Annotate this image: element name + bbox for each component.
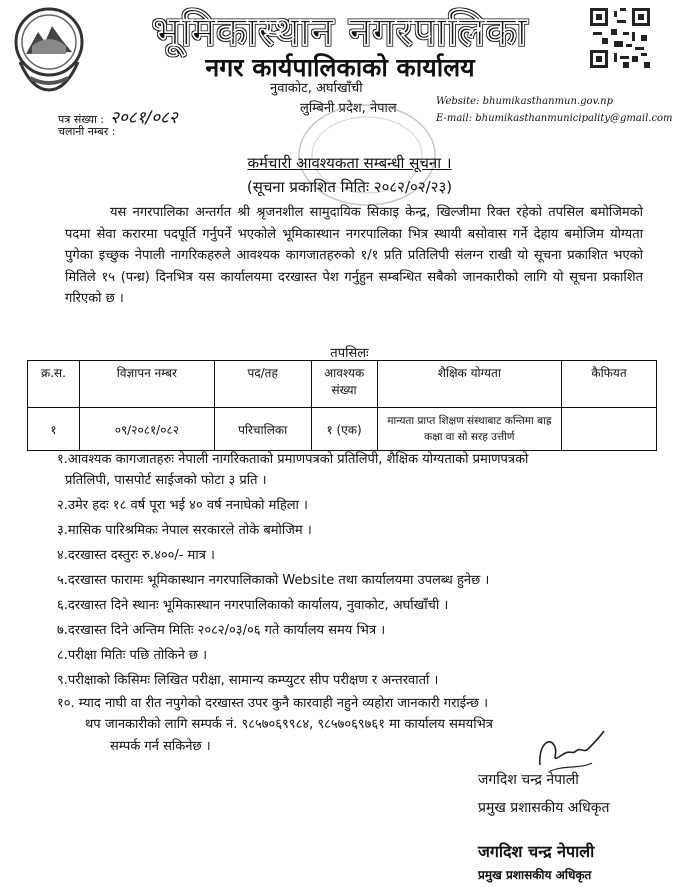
patra-label: पत्र संख्या :	[58, 113, 105, 126]
condition-2: २.उमेर हदः १८ वर्ष पूरा भई ४० वर्ष ननाघेको महिला ।	[57, 498, 308, 513]
condition-10: १०. म्याद नाघी वा रीत नपुगेको दरखास्त उपर कुनै कारवाही नहुने व्यहोरा जानकारी गराईन्छ ।	[57, 696, 489, 711]
patra-value: २०८१/०८२	[110, 108, 178, 128]
notice-subject: कर्मचारी आवश्यकता सम्बन्धी सूचना ।	[247, 154, 452, 172]
condition-1: १.आवश्यक कागजातहरुः नेपाली नागरिकताको प्रमाणपत्रको प्रतिलिपी, शैक्षिक योग्यताको प्रमाणपत्रको	[57, 452, 529, 467]
table-row	[28, 408, 657, 451]
notice-published-date: (सूचना प्रकाशित मितिः २०८२/०२/२३)	[246, 178, 453, 196]
cell-qualification: मान्यता प्राप्त शिक्षण संस्थाबाट कन्तिमा बाह्र कक्षा वा सो सरह उत्तीर्ण	[377, 408, 562, 451]
contact-line1: थप जानकारीको लागि सम्पर्क नं. ९८५७०६९९८४, ९८५७०६९७६१ मा कार्यालय समयभित्र	[85, 717, 493, 732]
col-required-count: आवश्यक संख्या	[311, 361, 377, 408]
condition-4: ४.दरखास्त दस्तुरः रु.४००/- मात्र ।	[57, 548, 215, 563]
cell-post: परिचालिका	[214, 408, 311, 451]
signatory-name: जगदिश चन्द्र नेपाली	[478, 772, 579, 788]
email-text: E-mail: bhumikasthanmunicipality@gmail.com	[436, 113, 673, 124]
contact-line2: सम्पर्क गर्न सकिनेछ ।	[110, 739, 211, 754]
col-remarks: कैफियत	[562, 361, 657, 408]
website-text: Website: bhumikasthanmun.gov.np	[436, 96, 614, 107]
cell-sn: १	[28, 408, 80, 451]
condition-1-cont: प्रतिलिपी, पासपोर्ट साईजको फोटा ३ प्रति ।	[65, 473, 267, 488]
notice-body: यस नगरपालिका अन्तर्गत श्री श्रृजनशील सामुदायिक सिकाइ केन्द्र, खिल्जीमा रिक्त रहेको तपसिल बमोजिमको पदमा सेवा करारमा पदपूर्ति गर्नुपर्ने भएकोले भूमिकास्थान नगरपालिका भित्र स्थायी बसोवास गर्ने देहाय बमोजिम योग्यता पुगेका इच्छुक नेपाली नागरिकहरुले आवश्यक कागजातहरुको १/१ प्रति प्रतिलिपी संलग्न राखी यो सूचना प्रकाशित भएको मितिले १५ (पन्ध्र) दिनभित्र यस कार्यालयमा दरखास्त पेश गर्नुहुन सम्बन्धित सबैको जानकारीको लागि यो सूचना प्रकाशित गरिएको छ ।	[65, 205, 643, 306]
stamp-name: जगदिश चन्द्र नेपाली	[478, 842, 595, 861]
office-address-line1: नुवाकोट, अर्घाखाँची	[270, 81, 363, 96]
condition-8: ८.परीक्षा मितिः पछि तोकिने छ ।	[57, 648, 208, 663]
nepal-emblem-logo	[12, 2, 86, 94]
condition-5: ५.दरखास्त फारामः भूमिकास्थान नगरपालिकाको Website तथा कार्यालयमा उपलब्ध हुनेछ ।	[57, 573, 490, 588]
qr-code-icon	[590, 8, 650, 68]
cell-required-count: १ (एक)	[311, 408, 377, 451]
col-sn: क्र.स.	[28, 361, 80, 408]
office-subtitle: नगर कार्यपालिकाको कार्यालय	[205, 53, 475, 82]
col-qualification: शैक्षिक योग्यता	[377, 361, 562, 408]
col-advert-no: विज्ञापन नम्बर	[79, 361, 214, 408]
municipality-title: भूमिकास्थान नगरपालिका	[151, 9, 528, 55]
table-header-row	[28, 361, 657, 408]
stamp-designation: प्रमुख प्रशासकीय अधिकृत	[478, 868, 592, 882]
cell-remarks	[562, 408, 657, 451]
office-address-line2: लुम्बिनी प्रदेश, नेपाल	[300, 101, 397, 116]
condition-7: ७.दरखास्त दिने अन्तिम मितिः २०८२/०३/०६ गते कार्यालय समय भित्र ।	[57, 623, 386, 638]
cell-advert-no: ०९/२०८१/०८२	[79, 408, 214, 451]
vacancy-table	[27, 360, 657, 451]
condition-3: ३.मासिक पारिश्रमिकः नेपाल सरकारले तोके बमोजिम ।	[57, 523, 312, 538]
col-post: पद/तह	[214, 361, 311, 408]
chalani-label: चलानी नम्बर :	[58, 125, 116, 138]
table-caption: तपसिलः	[330, 346, 369, 361]
condition-9: ९.परीक्षाको किसिमः लिखित परीक्षा, सामान्य कम्प्युटर सीप परीक्षण र अन्तरवार्ता ।	[57, 673, 439, 688]
signatory-designation: प्रमुख प्रशासकीय अधिकृत	[478, 800, 610, 816]
condition-6: ६.दरखास्त दिने स्थानः भूमिकास्थान नगरपालिकाको कार्यालय, नुवाकोट, अर्घाखाँची ।	[57, 598, 449, 613]
